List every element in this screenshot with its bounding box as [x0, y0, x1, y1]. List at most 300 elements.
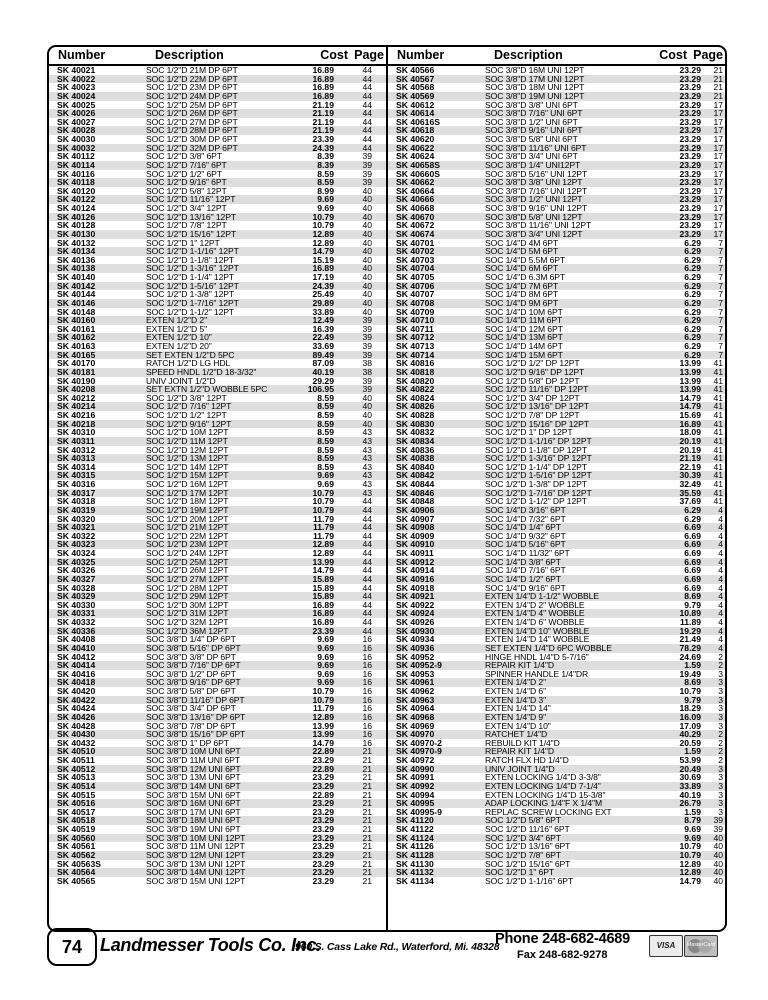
part-description: SOC 1/2"D 20M 12PT	[146, 513, 229, 524]
part-cost: 13.99	[679, 358, 701, 369]
part-cost: 11.79	[312, 703, 334, 714]
part-number: SK 40658S	[396, 159, 440, 170]
part-cost: 23.29	[312, 832, 334, 843]
part-cost: 23.39	[312, 134, 334, 144]
part-number: SK 40322	[57, 530, 96, 541]
part-description: SOC 1/2"D 1-1/8" 12PT	[146, 254, 235, 265]
part-number: SK 40318	[57, 496, 96, 507]
part-description: SET EXTEN 1/4"D 6PC WOBBLE	[485, 642, 612, 653]
part-cost: 23.29	[312, 867, 334, 878]
part-number: SK 40519	[57, 824, 96, 834]
catalog-page: 16	[362, 634, 372, 645]
part-number: SK 40705	[396, 272, 435, 282]
part-cost: 40.19	[679, 789, 701, 800]
part-description: SOC 1/2"D 1-1/8" DP 12PT	[485, 444, 587, 455]
part-number: SK 40836	[396, 444, 435, 455]
part-cost: 26.79	[679, 798, 701, 809]
catalog-page: 17	[713, 168, 723, 179]
catalog-page: 40	[362, 418, 372, 429]
part-description: EXTEN 1/4"D 2"	[485, 677, 547, 688]
part-number: SK 40962	[396, 686, 435, 696]
catalog-page: 3	[718, 686, 723, 696]
table-row	[388, 678, 725, 687]
part-description: SOC 1/4"D 10M 6PT	[485, 306, 563, 317]
catalog-page: 44	[362, 134, 372, 144]
part-cost: 8.59	[317, 427, 334, 438]
catalog-page: 39	[713, 824, 723, 834]
catalog-page: 40	[362, 203, 372, 213]
part-description: SOC 3/8"D 5/8" UNI 12PT	[485, 211, 583, 222]
part-number: SK 40952	[396, 651, 435, 662]
part-description: EXTEN 1/2"D 20"	[146, 341, 212, 351]
part-number: SK 40568	[396, 82, 435, 93]
catalog-page: 44	[362, 108, 372, 119]
part-cost: 6.29	[684, 254, 701, 265]
part-cost: 23.29	[679, 177, 701, 188]
part-description: SOC 1/2"D 7/8" 6PT	[485, 849, 561, 860]
catalog-page: 44	[362, 565, 372, 576]
catalog-page: 17	[713, 151, 723, 162]
catalog-page: 44	[362, 142, 372, 153]
part-cost: 87.09	[312, 358, 334, 369]
part-description: HINGE HNDL 1/4"D 5-7/16"	[485, 651, 589, 662]
part-description: SOC 1/2"D 12M 12PT	[146, 444, 229, 455]
catalog-page: 21	[362, 875, 372, 886]
catalog-page: 41	[713, 444, 723, 455]
part-number: SK 40515	[57, 789, 96, 800]
part-description: SOC 1/4"D 11M 6PT	[485, 315, 563, 326]
part-description: SOC 1/4"D 4M 6PT	[485, 237, 559, 248]
part-number: SK 40332	[57, 617, 96, 627]
catalog-page: 2	[718, 729, 723, 740]
part-description: SOC 3/8"D 7/16" UNI 12PT	[485, 185, 588, 196]
part-description: SOC 3/8"D 1/2" DP 6PT	[146, 668, 236, 679]
part-number: SK 41126	[396, 841, 434, 852]
part-number: SK 40326	[57, 565, 96, 576]
part-cost: 22.89	[312, 763, 334, 774]
part-description: SOC 3/8"D 9/16" DP 6PT	[146, 677, 241, 688]
catalog-page: 7	[718, 297, 723, 308]
part-cost: 33.69	[312, 341, 334, 351]
catalog-page: 4	[718, 565, 723, 576]
part-description: RATCH 1/2"D LG HDL	[146, 358, 231, 369]
catalog-page: 4	[718, 522, 723, 533]
part-description: EXTEN 1/2"D 10"	[146, 332, 212, 343]
part-number: SK 40512	[57, 763, 96, 774]
part-number: SK 40330	[57, 599, 96, 610]
part-cost: 10.79	[312, 211, 334, 222]
part-cost: 10.79	[679, 849, 701, 860]
catalog-page: 2	[718, 660, 723, 671]
part-description: SOC 3/8"D 18M UNI 12PT	[485, 82, 585, 93]
part-number: SK 40909	[396, 530, 435, 541]
part-number: SK 40311	[57, 435, 95, 446]
part-cost: 11.79	[312, 530, 334, 541]
part-cost: 23.29	[679, 228, 701, 239]
part-cost: 23.29	[679, 116, 701, 127]
catalog-page: 16	[362, 677, 372, 688]
part-cost: 23.29	[312, 815, 334, 826]
catalog-page: 44	[362, 522, 372, 533]
part-cost: 10.79	[312, 504, 334, 515]
part-cost: 15.89	[312, 582, 334, 593]
part-cost: 24.69	[679, 651, 701, 662]
part-cost: 23.29	[679, 211, 701, 222]
part-description: REBUILD KIT 1/4"D	[485, 737, 560, 748]
part-number: SK 40924	[396, 608, 435, 619]
part-number: SK 40516	[57, 798, 96, 809]
part-description: UNIV JOINT 1/4"D	[485, 763, 555, 774]
part-cost: 13.99	[312, 729, 334, 740]
part-number: SK 40930	[396, 625, 435, 636]
part-number: SK 40320	[57, 513, 96, 524]
part-number: SK 41128	[396, 849, 434, 860]
catalog-page: 39	[362, 375, 372, 386]
part-number: SK 40709	[396, 306, 435, 317]
part-number: SK 40964	[396, 703, 435, 714]
part-cost: 1.59	[684, 660, 701, 671]
part-cost: 6.29	[684, 513, 701, 524]
catalog-page: 41	[713, 453, 723, 464]
part-cost: 21.19	[312, 99, 334, 110]
part-number: SK 40922	[396, 599, 435, 610]
part-cost: 18.29	[679, 703, 701, 714]
part-number: SK 40214	[57, 401, 96, 412]
part-description: SOC 1/2"D 25M DP 6PT	[146, 99, 238, 110]
table-row	[49, 877, 386, 886]
part-cost: 11.89	[679, 617, 701, 627]
part-cost: 24.39	[312, 142, 334, 153]
catalog-page: 39	[362, 151, 372, 162]
part-description: RATCHET 1/4"D	[485, 729, 548, 740]
part-number: SK 40848	[396, 496, 435, 507]
part-number: SK 40560	[57, 832, 96, 843]
part-number: SK 40024	[57, 90, 96, 101]
part-description: SOC 1/2"D 1" 6PT	[485, 867, 554, 878]
part-cost: 14.79	[679, 875, 701, 886]
part-cost: 16.89	[312, 608, 334, 619]
part-cost: 8.59	[317, 177, 334, 188]
part-number: SK 40567	[396, 73, 435, 84]
table-row	[388, 722, 725, 731]
part-number: SK 40430	[57, 729, 96, 740]
part-description: EXTEN LOCKING 1/4"D 7-1/4"	[485, 780, 601, 791]
catalog-page: 4	[718, 548, 723, 558]
catalog-page: 39	[713, 815, 723, 826]
part-description: SOC 1/2"D 30M 12PT	[146, 599, 229, 610]
catalog-page: 3	[718, 763, 723, 774]
part-cost: 17.19	[312, 272, 334, 282]
part-cost: 20.19	[679, 444, 701, 455]
part-cost: 6.69	[684, 522, 701, 533]
part-description: SOC 1/2"D 11/16" 12PT	[146, 194, 236, 205]
part-cost: 8.59	[317, 453, 334, 464]
part-cost: 6.29	[684, 323, 701, 334]
catalog-page: 16	[362, 703, 372, 714]
catalog-page: 43	[362, 435, 372, 446]
part-cost: 14.79	[312, 565, 334, 576]
part-description: SOC 1/2"D 9/16" 12PT	[146, 418, 232, 429]
part-description: SOC 1/4"D 9/16" 6PT	[485, 582, 566, 593]
part-cost: 8.79	[684, 815, 701, 826]
part-number: SK 40991	[396, 772, 435, 783]
part-number: SK 40842	[396, 470, 435, 481]
part-number: SK 41130	[396, 858, 434, 869]
part-number: SK 40165	[57, 349, 96, 360]
part-cost: 13.99	[312, 556, 334, 567]
catalog-page: 4	[718, 599, 723, 610]
part-description: SOC 3/8"D 16M UNI 6PT	[146, 798, 241, 809]
part-description: EXTEN 1/4"D 6"	[485, 686, 547, 696]
part-cost: 22.19	[679, 461, 701, 472]
table-row	[388, 696, 725, 705]
header-description: Description	[155, 48, 224, 62]
left-column	[49, 47, 386, 930]
part-number: SK 40914	[396, 565, 435, 576]
part-cost: 23.29	[679, 220, 701, 231]
part-cost: 9.69	[317, 194, 334, 205]
catalog-page: 3	[718, 711, 723, 722]
part-number: SK 40936	[396, 642, 435, 653]
catalog-page: 4	[718, 530, 723, 541]
part-description: SOC 3/8"D 7/16" DP 6PT	[146, 660, 241, 671]
part-description: SOC 1/4"D 5/16" 6PT	[485, 539, 566, 550]
part-number: SK 40910	[396, 539, 435, 550]
part-description: SOC 3/8"D 18M UNI 6PT	[146, 815, 241, 826]
part-number: SK 40830	[396, 418, 435, 429]
catalog-page: 40	[362, 228, 372, 239]
part-description: SOC 1/4"D 8M 6PT	[485, 289, 559, 300]
mastercard-icon	[684, 935, 718, 957]
catalog-page: 43	[362, 470, 372, 481]
part-cost: 10.79	[312, 220, 334, 231]
part-cost: 8.59	[317, 444, 334, 455]
catalog-page: 4	[718, 634, 723, 645]
part-cost: 9.69	[317, 203, 334, 213]
part-cost: 6.29	[684, 341, 701, 351]
part-cost: 8.69	[684, 677, 701, 688]
part-description: SOC 1/4"D 1/4" 6PT	[485, 522, 561, 533]
part-description: EXTEN 1/4"D 6" WOBBLE	[485, 617, 585, 627]
part-description: SOC 3/8"D 1/2" UNI 6PT	[485, 116, 578, 127]
part-cost: 18.09	[679, 427, 701, 438]
part-description: SOC 1/2"D 9/16" DP 12PT	[485, 366, 585, 377]
part-description: SOC 1/4"D 12M 6PT	[485, 323, 563, 334]
part-description: SOC 3/8"D 15M UNI 12PT	[146, 875, 246, 886]
part-description: SOC 1/2"D 7/8" 12PT	[146, 220, 227, 231]
catalog-page: 43	[362, 444, 372, 455]
catalog-page: 38	[362, 358, 372, 369]
catalog-page: 21	[362, 789, 372, 800]
table-row	[49, 325, 386, 334]
part-description: SOC 1/2"D 31M 12PT	[146, 608, 229, 619]
part-number: SK 40022	[57, 73, 96, 84]
part-cost: 29.29	[312, 375, 334, 386]
part-cost: 23.29	[679, 125, 701, 136]
part-cost: 10.79	[312, 686, 334, 696]
catalog-page: 21	[713, 82, 723, 93]
catalog-page: 4	[718, 573, 723, 584]
part-number: SK 40118	[57, 177, 95, 188]
part-cost: 89.49	[312, 349, 334, 360]
part-description: EXTEN LOCKING 1/4"D 3-3/8"	[485, 772, 601, 783]
part-cost: 30.69	[679, 772, 701, 783]
part-cost: 25.49	[312, 289, 334, 300]
part-number: SK 40513	[57, 772, 96, 783]
catalog-page: 40	[362, 254, 372, 265]
catalog-page: 44	[362, 496, 372, 507]
catalog-page: 40	[362, 272, 372, 282]
part-number: SK 40028	[57, 125, 96, 136]
part-cost: 6.69	[684, 530, 701, 541]
part-description: SOC 1/2"D 10M 12PT	[146, 427, 229, 438]
part-description: REPAIR KIT 1/4"D	[485, 660, 554, 671]
part-description: SOC 1/2"D 32M 12PT	[146, 617, 229, 627]
catalog-page: 3	[718, 789, 723, 800]
table-row	[49, 368, 386, 377]
part-cost: 12.89	[312, 711, 334, 722]
part-number: SK 40134	[57, 246, 96, 257]
part-description: SOC 3/8"D 3/8" UNI 6PT	[485, 99, 578, 110]
part-cost: 40.19	[312, 366, 334, 377]
part-cost: 20.19	[679, 435, 701, 446]
part-number: SK 40992	[396, 780, 435, 791]
part-description: SOC 1/2"D 24M 12PT	[146, 548, 229, 558]
catalog-page: 43	[362, 427, 372, 438]
part-description: SOC 3/8"D 14M UNI 6PT	[146, 780, 241, 791]
part-cost: 23.29	[312, 755, 334, 765]
part-number: SK 40995	[396, 798, 435, 809]
part-number: SK 40670	[396, 211, 435, 222]
part-number: SK 40319	[57, 504, 96, 515]
catalog-page: 7	[718, 349, 723, 360]
catalog-page: 41	[713, 392, 723, 403]
part-cost: 21.19	[312, 116, 334, 127]
part-number: SK 40972	[396, 755, 435, 765]
catalog-page: 16	[362, 660, 372, 671]
part-description: EXTEN LOCKING 1/4"D 15-3/8"	[485, 789, 606, 800]
part-description: SOC 1/2"D 19M 12PT	[146, 504, 229, 515]
left-rows	[49, 66, 386, 885]
part-cost: 22.89	[312, 746, 334, 757]
part-cost: 8.59	[317, 418, 334, 429]
part-description: SOC 1/2"D 28M DP 6PT	[146, 125, 238, 136]
catalog-page: 16	[362, 694, 372, 705]
part-description: SOC 1/2"D 26M 12PT	[146, 565, 229, 576]
header-cost: Cost	[320, 48, 348, 62]
part-cost: 8.59	[317, 461, 334, 472]
part-cost: 106.95	[307, 384, 334, 395]
catalog-page: 17	[713, 177, 723, 188]
part-description: SPINNER HANDLE 1/4"DR	[485, 668, 589, 679]
company-phone: Phone 248-682-4689	[495, 931, 631, 947]
catalog-page: 21	[362, 824, 372, 834]
price-list-table	[47, 45, 727, 932]
part-cost: 6.29	[684, 280, 701, 291]
part-number: SK 40566	[396, 65, 435, 75]
part-number: SK 40023	[57, 82, 96, 93]
part-description: SOC 1/2"D 11M 12PT	[146, 435, 228, 446]
part-number: SK 40711	[396, 323, 434, 334]
part-description: SET EXTN 1/2"D WOBBLE 5PC	[146, 384, 268, 395]
part-cost: 21.19	[312, 125, 334, 136]
part-number: SK 40148	[57, 306, 96, 317]
part-description: SOC 3/8"D 14M UNI 12PT	[146, 867, 246, 878]
part-cost: 23.29	[679, 142, 701, 153]
catalog-page: 39	[362, 384, 372, 395]
part-number: SK 40970	[396, 729, 435, 740]
part-number: SK 40136	[57, 254, 96, 265]
part-number: SK 40432	[57, 737, 96, 748]
part-cost: 12.89	[312, 228, 334, 239]
part-description: SOC 1/2"D 11/16" DP 12PT	[485, 384, 589, 395]
part-number: SK 40511	[57, 755, 95, 765]
catalog-page: 16	[362, 737, 372, 748]
catalog-page: 40	[713, 867, 723, 878]
part-number: SK 40316	[57, 479, 96, 489]
part-number: SK 40816	[396, 358, 435, 369]
part-description: SET EXTEN 1/2"D 5PC	[146, 349, 235, 360]
part-cost: 6.69	[684, 565, 701, 576]
part-cost: 23.29	[312, 806, 334, 817]
catalog-page: 3	[718, 720, 723, 731]
part-description: SOC 1/4"D 11/32" 6PT	[485, 548, 570, 558]
catalog-page: 21	[362, 763, 372, 774]
catalog-page: 17	[713, 134, 723, 144]
catalog-page: 44	[362, 539, 372, 550]
part-description: SOC 1/2"D 26M DP 6PT	[146, 108, 238, 119]
part-description: UNIV JOINT 1/2"D	[146, 375, 216, 386]
catalog-page: 41	[713, 366, 723, 377]
company-name: Landmesser Tools Co. Inc.	[100, 935, 321, 955]
catalog-page: 44	[362, 504, 372, 515]
part-cost: 16.89	[312, 263, 334, 274]
catalog-page: 3	[718, 668, 723, 679]
part-cost: 23.29	[679, 151, 701, 162]
part-number: SK 40563S	[57, 858, 101, 869]
part-description: SOC 1/4"D 3/16" 6PT	[485, 504, 566, 515]
part-description: SOC 1/2"D 13/16" DP 12PT	[485, 401, 589, 412]
part-number: SK 40313	[57, 453, 96, 464]
part-description: SOC 3/8"D 17M UNI 6PT	[146, 806, 241, 817]
part-description: SOC 3/8"D 19M UNI 12PT	[485, 90, 585, 101]
catalog-page: 21	[713, 65, 723, 75]
part-description: SOC 1/2"D 29M 12PT	[146, 591, 229, 602]
part-number: SK 40208	[57, 384, 96, 395]
part-description: SOC 3/8"D 5/16" UNI 12PT	[485, 168, 588, 179]
part-description: EXTEN 1/4"D 3"	[485, 694, 547, 705]
catalog-page: 4	[718, 504, 723, 515]
catalog-page: 39	[362, 349, 372, 360]
part-number: SK 40310	[57, 427, 96, 438]
right-column	[388, 47, 725, 930]
catalog-page: 16	[362, 711, 372, 722]
part-number: SK 40818	[396, 366, 435, 377]
part-description: SOC 1/4"D 5.5M 6PT	[485, 254, 566, 265]
catalog-page: 39	[362, 177, 372, 188]
catalog-page: 44	[362, 625, 372, 636]
part-number: SK 40190	[57, 375, 96, 386]
catalog-page: 44	[362, 82, 372, 93]
part-cost: 9.79	[684, 694, 701, 705]
catalog-page: 16	[362, 686, 372, 696]
catalog-page: 44	[362, 617, 372, 627]
part-number: SK 40616S	[396, 116, 440, 127]
part-description: SOC 3/8"D 13M UNI 6PT	[146, 772, 241, 783]
part-cost: 29.89	[312, 297, 334, 308]
table-row	[388, 877, 725, 886]
part-number: SK 40674	[396, 228, 435, 239]
